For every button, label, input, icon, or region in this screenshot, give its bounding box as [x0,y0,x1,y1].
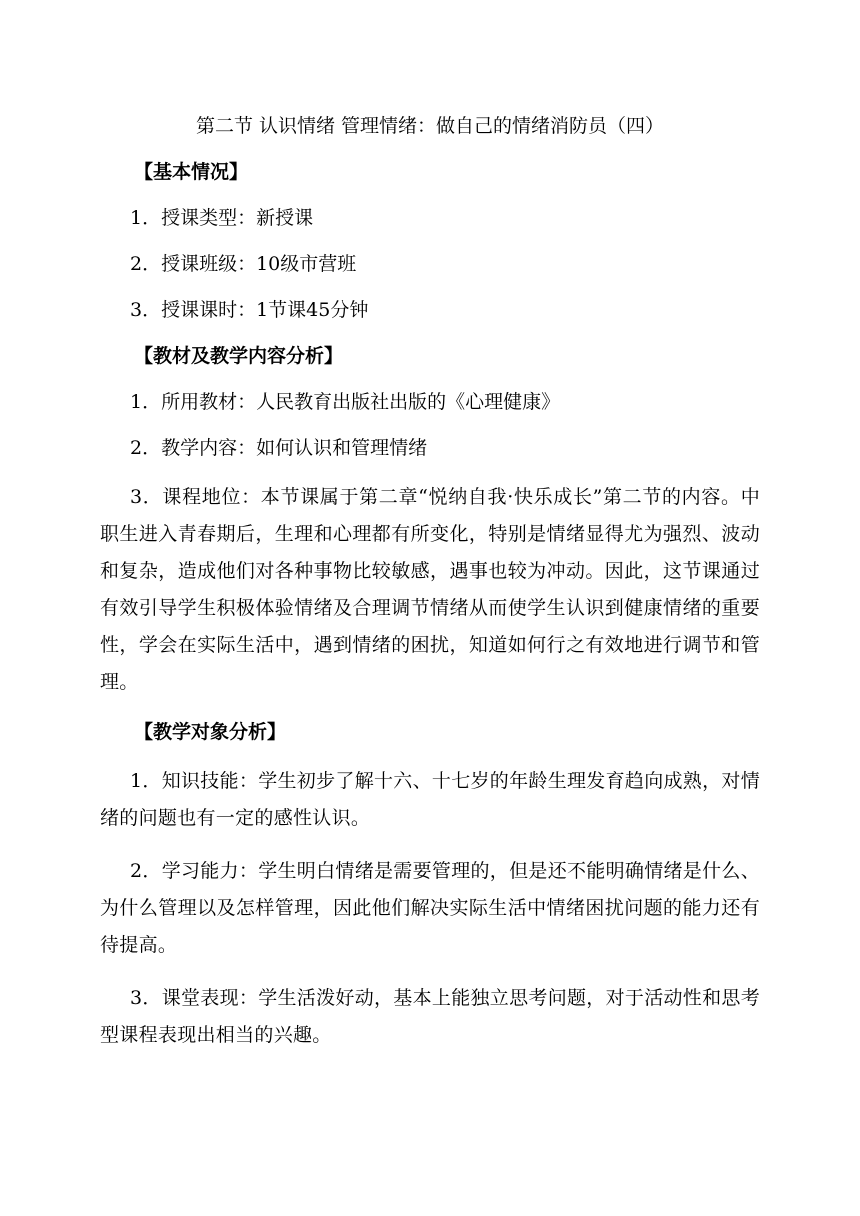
document-body [100,111,760,1070]
textbook-analysis-item: 2．教学内容：如何认识和管理情绪 [130,437,428,459]
section-heading-student-analysis: 【教学对象分析】 [134,721,287,743]
section-heading-textbook-analysis: 【教材及教学内容分析】 [134,345,344,367]
textbook-analysis-item: 1．所用教材：人民教育出版社出版的《心理健康》 [130,391,561,413]
basic-info-item: 1．授课类型：新授课 [130,207,314,229]
section-heading-basic-info: 【基本情况】 [134,161,249,183]
textbook-analysis-paragraph: 3．课程地位：本节课属于第二章“悦纳自我·快乐成长”第二节的内容。中职生进入青春期后，生理和心理都有所变化，特别是情绪显得尤为强烈、波动和复杂，造成他们对各种事物比较敏感，遇事也较为冲动。因此，这节课通过有效引导学生积极体验情绪及合理调节情绪从而使学生认识到健康情绪的重要性，学会在实际生活中，遇到情绪的困扰，知道如何行之有效地进行调节和管理。 [100,486,760,693]
student-analysis-paragraph: 1．知识技能：学生初步了解十六、十七岁的年龄生理发育趋向成熟，对情绪的问题也有一定的感性认识。 [100,770,760,829]
document-title: 第二节 认识情绪 管理情绪：做自己的情绪消防员（四） [195,115,665,137]
student-analysis-paragraph: 3．课堂表现：学生活泼好动，基本上能独立思考问题，对于活动性和思考型课程表现出相当的兴趣。 [100,987,760,1046]
basic-info-item: 2．授课班级：10级市营班 [130,253,357,275]
student-analysis-paragraph: 2．学习能力：学生明白情绪是需要管理的，但是还不能明确情绪是什么、为什么管理以及怎样管理，因此他们解决实际生活中情绪困扰问题的能力还有待提高。 [100,860,760,956]
basic-info-item: 3．授课课时：1节课45分钟 [130,299,369,321]
